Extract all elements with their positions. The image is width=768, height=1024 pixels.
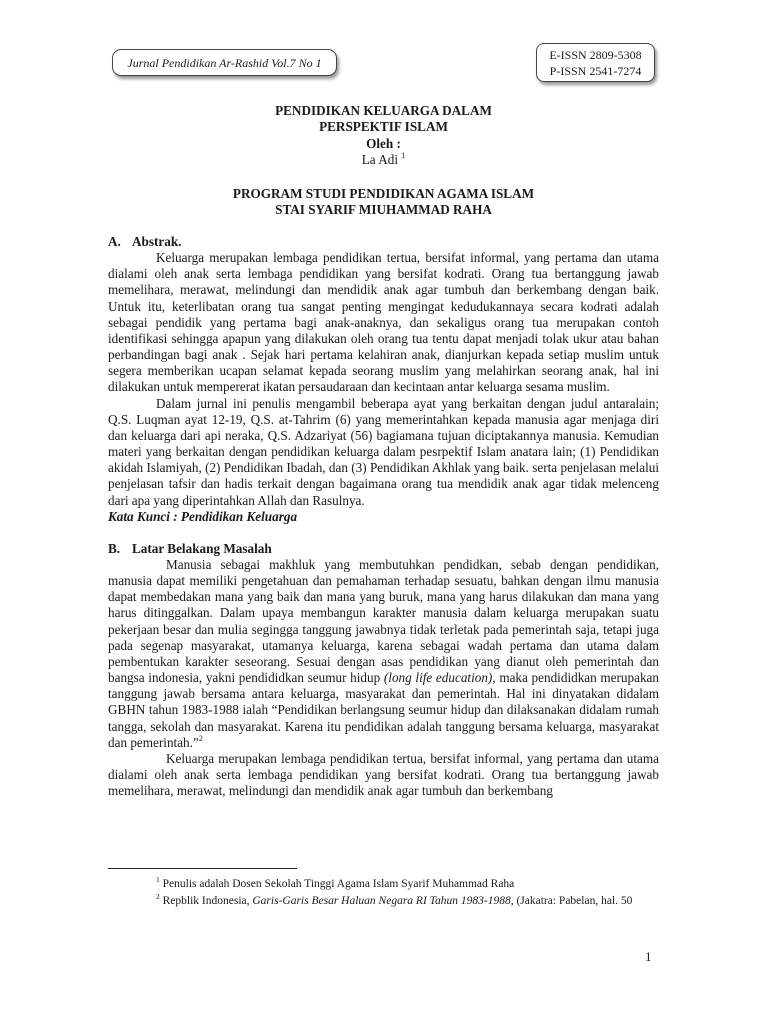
journal-name-box <box>112 49 337 76</box>
title-line-1: PENDIDIKAN KELUARGA DALAM <box>275 103 492 118</box>
author-line <box>108 152 659 168</box>
pissn: P-ISSN 2541-7274 <box>549 64 642 78</box>
body-text <box>108 234 659 799</box>
footnote-mark-2: 2 <box>198 733 203 743</box>
abstract-heading-text: Abstrak. <box>132 234 182 249</box>
abstract-heading <box>108 234 659 250</box>
abstract-letter: A. <box>108 234 121 249</box>
eissn: E-ISSN 2809-5308 <box>549 48 642 62</box>
footnote-2-part-b: (Jakatra: Pabelan, hal. 50 <box>516 894 633 907</box>
author-name: La Adi <box>361 152 398 168</box>
abstract-paragraph-2: Dalam jurnal ini penulis mengambil beberapa ayat yang berkaitan dengan judul antaralain; Q.S. Luqman ayat 12-19, Q.S. at-Tahrim (6) yang memerintahkan kepada manusia agar menjaga diri dan keluarga dari api neraka, Q.S. Adzariyat (56) bagiamana tujuan diciptakannya manusia. Kemudian materi yang berkaitan dengan pendidikan keluarga dalam pesrpektif Islam anatara lain; (1) Pendidikan akidah Islamiyah, (2) Pendidikan Ibadah, dan (3) Pendidikan Akhlak yang baik. serta penjelasan melalui penjelasan tafsir dan hadis terkait dengan bagaimana orang tua mendidik anak agar tidak melenceng dari apa yang diperintahkan Allah dan Rasulnya. <box>108 395 659 508</box>
footnote-2-italic: Garis-Garis Besar Haluan Negara RI Tahun 1983-1988, <box>252 894 514 907</box>
author-footnote-mark: 1 <box>401 151 406 161</box>
footnotes <box>108 876 659 909</box>
issn-box <box>536 43 655 82</box>
page-number: 1 <box>645 949 652 964</box>
by-label: Oleh : <box>366 135 401 151</box>
title-line-2: PERSPEKTIF ISLAM <box>319 119 448 135</box>
background-heading-text: Latar Belakang Masalah <box>132 540 272 556</box>
background-p1-part-b: maka pendididkan merupakan tanggung jawab bersama antara keluarga, masyarakat dan pemerintah. Hal ini dinyatakan didalam GBHN tahun 1983-1988 ialah “Pendidikan berlangsung seumur hidup dan dilaksanakan didalam rumah tangga, sekolah dan masyarakat. Karena itu pendidikan adalah tanggung bersama keluarga, masyarakat dan pemerintah.” <box>108 670 660 750</box>
footnote-2-mark: 2 <box>156 891 160 901</box>
institution-block <box>108 186 659 219</box>
footnote-1-text: Penulis adalah Dosen Sekolah Tinggi Agama Islam Syarif Muhammad Raha <box>162 878 515 890</box>
abstract-paragraph-1: Keluarga merupakan lembaga pendidikan tertua, bersifat informal, yang pertama dan utama dialami oleh anak serta lembaga pendidikan yang bersifat kodrati. Orang tua bertanggung jawab memelihara, merawat, melindungi dan mendidik anak agar tumbuh dan berkembang dengan baik. Untuk itu, keterlibatan orang tua sangat penting mengingat kedudukannaya secara kodrati adalah sebagai pendidik yang pertama bagi anak-anaknya, dan sekaligus orang tua merupakan contoh identifikasi sehingga apapun yang dilakukan oleh orang tua tentu dapat menjadi tolak ukur atau bahan perbandingan bagi anak . Sejak hari pertama kelahiran anak, dianjurkan kepada setiap muslim untuk segera memberikan ucapan selamat kepada seorang muslim yang melahirkan seorang anak, hal ini dilakukan untuk mempererat ikatan persaudaraan dan kecintaan antar keluarga sesama muslim. <box>108 250 659 395</box>
background-p1-part-a: Manusia sebagai makhluk yang membutuhkan pendidkan, sebab dengan pendidikan, manusia dapat memiliki pengetahuan dan pemahaman terhadap sesuatu, bahkan dengan ilmu manusia dapat membedakan mana yang baik dan mana yang buruk, mana yang harus dilakukan dan mana yang harus ditinggalkan. Dalam upaya membangun karakter manusia dalam keluarga merupakan suatu pekerjaan besar dan mulia segingga tanggung jawabnya tidak terletak pada pemerintah saja, tetapi juga pada segenap masyarakat, utamanya keluarga, karena sebagai wadah pertama dan utama dalam pembentukan karakter seseorang. Sesuai dengan asas pendidikan yang dianut oleh pemerintah dan bangsa indonesia, yakni pendididkan seumur hidup <box>108 556 659 686</box>
journal-name: Jurnal Pendidikan Ar-Rashid Vol.7 No 1 <box>127 56 322 70</box>
institution-line-2: STAI SYARIF MIUHAMMAD RAHA <box>275 202 492 218</box>
footnote-1-mark: 1 <box>156 875 160 884</box>
footnote-1 <box>108 876 659 893</box>
footnote-2 <box>108 893 659 910</box>
background-paragraph-2: Keluarga merupakan lembaga pendidikan tertua, bersifat informal, yang pertama dan utama dialami oleh anak serta lembaga pendidikan yang bersifat kodrati. Orang tua bertanggung jawab memelihara, merawat, melindungi dan mendidik anak agar tumbuh dan berkembang <box>108 750 659 799</box>
background-heading <box>108 541 659 557</box>
keywords: Kata Kunci : Pendidikan Keluarga <box>108 508 298 524</box>
footnote-2-part-a: Repblik Indonesia, <box>162 894 250 907</box>
background-letter: B. <box>108 540 121 556</box>
footnote-separator <box>108 868 297 869</box>
background-p1-italic: (long life education), <box>383 670 496 686</box>
institution-line-1: PROGRAM STUDI PENDIDIKAN AGAMA ISLAM <box>232 186 535 201</box>
article-title-block <box>108 103 659 169</box>
background-paragraph-1 <box>108 557 659 751</box>
